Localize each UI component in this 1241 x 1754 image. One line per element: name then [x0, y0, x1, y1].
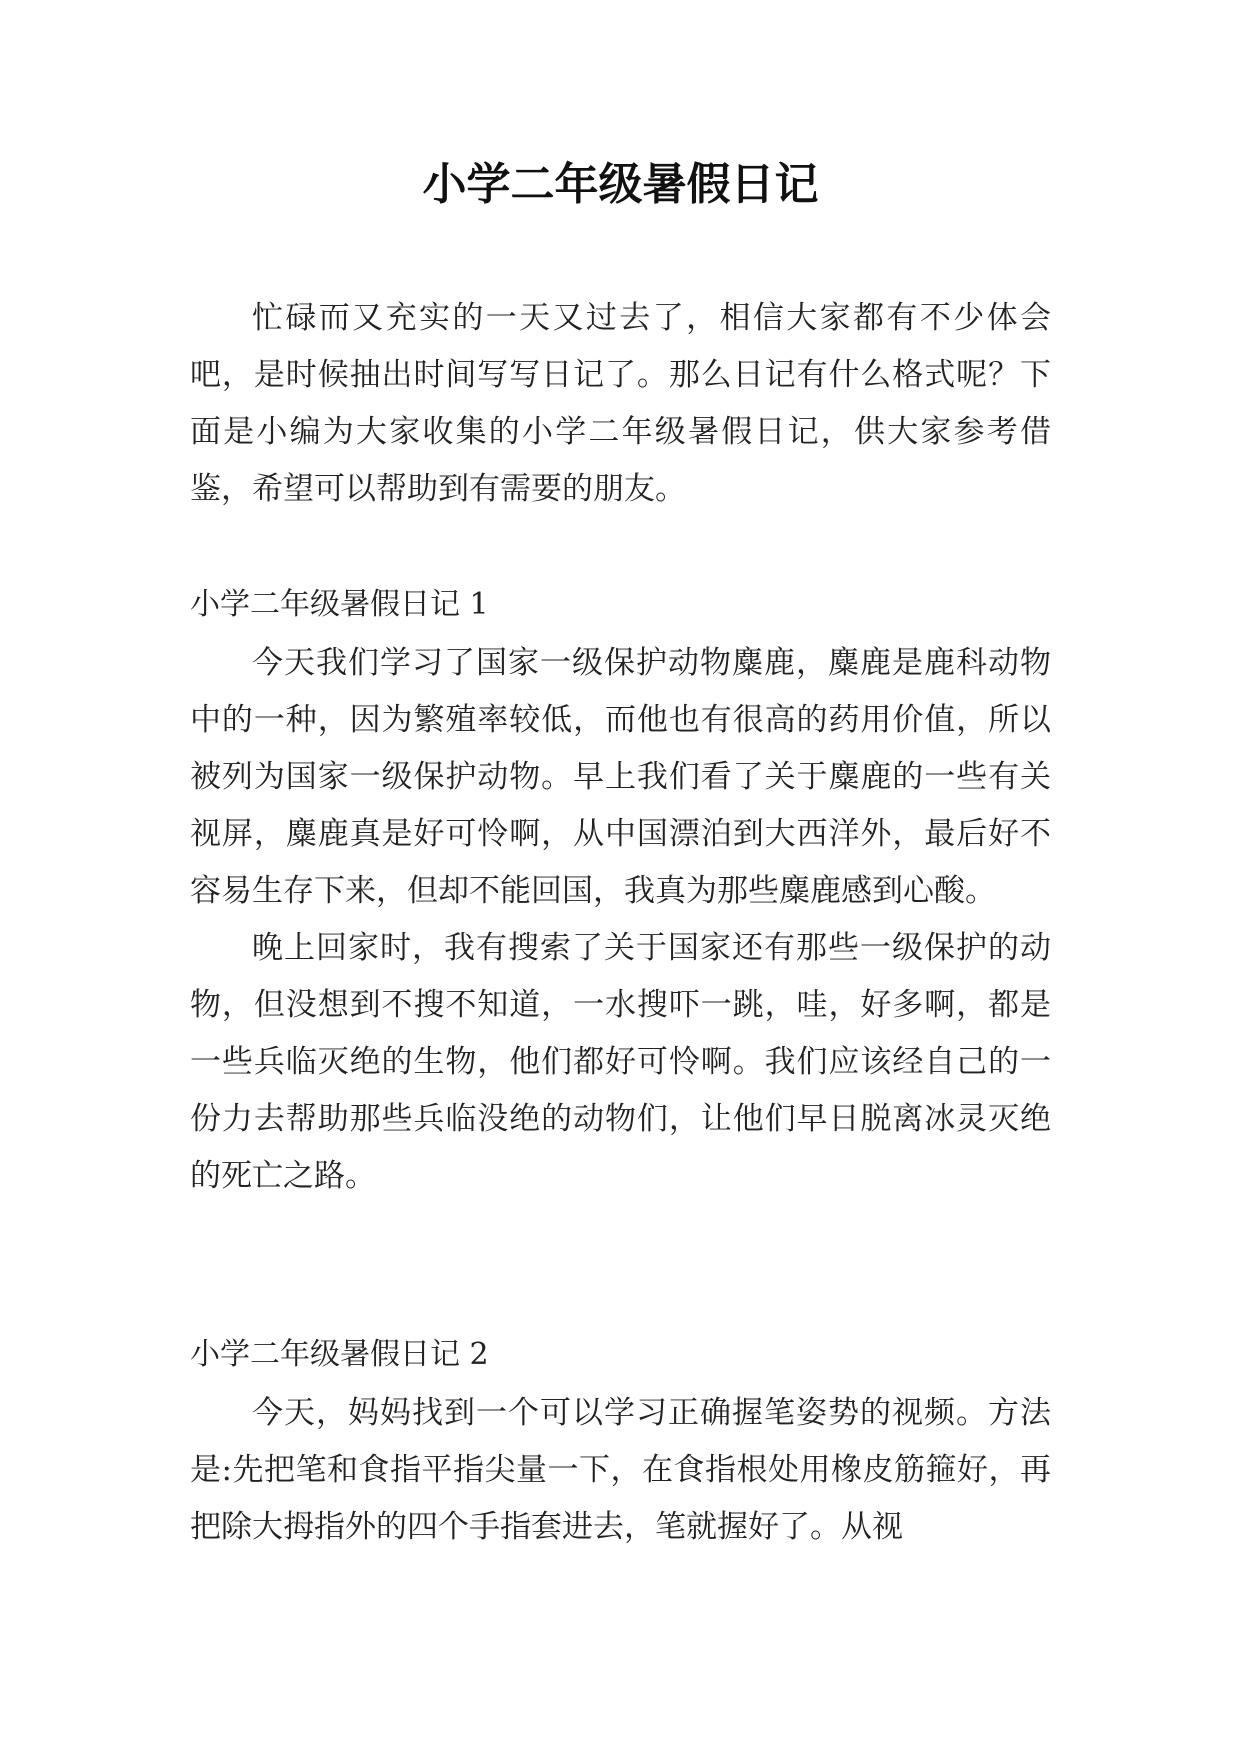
intro-paragraph: 忙碌而又充实的一天又过去了，相信大家都有不少体会吧，是时候抽出时间写写日记了。那么日记有什么格式呢？下面是小编为大家收集的小学二年级暑假日记，供大家参考借鉴，希望可以帮助到有需要的朋友。: [190, 300, 1051, 507]
intro-section: [190, 290, 1051, 518]
diary-body-1: [190, 635, 1051, 1205]
diary-heading-2: 小学二年级暑假日记 2: [190, 1337, 489, 1372]
diary-body-2: [190, 1385, 1051, 1556]
diary-2-paragraph-1: 今天，妈妈找到一个可以学习正确握笔姿势的视频。方法是:先把笔和食指平指尖量一下，在食指根处用橡皮筋箍好，再把除大拇指外的四个手指套进去，笔就握好了。从视: [190, 1395, 1051, 1545]
diary-1-paragraph-2: 晚上回家时，我有搜索了关于国家还有那些一级保护的动物，但没想到不搜不知道，一水搜吓一跳，哇，好多啊，都是一些兵临灭绝的生物，他们都好可怜啊。我们应该经自己的一份力去帮助那些兵临没绝的动物们，让他们早日脱离冰灵灭绝的死亡之路。: [190, 930, 1051, 1194]
document-title: 小学二年级暑假日记: [422, 159, 819, 210]
diary-1-paragraph-1: 今天我们学习了国家一级保护动物麋鹿，麋鹿是鹿科动物中的一种，因为繁殖率较低，而他也有很高的药用价值，所以被列为国家一级保护动物。早上我们看了关于麋鹿的一些有关视屏，麋鹿真是好可怜啊，从中国漂泊到大西洋外，最后好不容易生存下来，但却不能回国，我真为那些麋鹿感到心酸。: [190, 645, 1051, 909]
diary-heading-1: 小学二年级暑假日记 1: [190, 587, 489, 622]
